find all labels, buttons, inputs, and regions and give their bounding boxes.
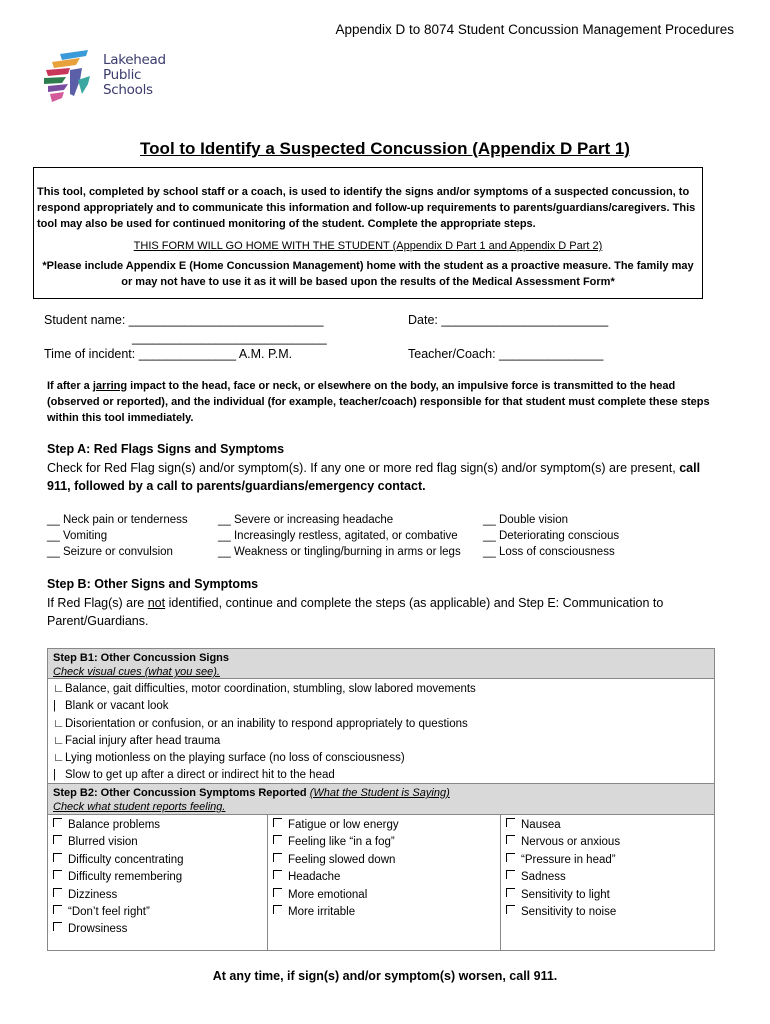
step-b1-list — [47, 679, 715, 783]
b2-item[interactable] — [506, 869, 709, 886]
b2-item[interactable] — [53, 834, 262, 851]
red-flag-item[interactable]: __ Deteriorating conscious — [483, 530, 620, 542]
checkbox-icon[interactable] — [273, 853, 282, 862]
red-flag-item[interactable]: __ Severe or increasing headache — [218, 514, 394, 526]
checkbox-icon[interactable] — [273, 835, 282, 844]
b1-item-label: Balance, gait difficulties, motor coordination, stumbling, slow labored movements — [65, 683, 476, 695]
b2-item-label: Dizziness — [68, 888, 118, 901]
b2-item[interactable] — [506, 834, 709, 851]
checkbox-icon[interactable] — [53, 888, 62, 897]
step-b-title: Step B: Other Signs and Symptoms — [47, 577, 259, 591]
b2-item-label: Sensitivity to light — [521, 888, 610, 901]
b2-column-3 — [500, 815, 714, 950]
step-b1-subtitle: Check visual cues (what you see). — [53, 666, 220, 678]
step-b2-header — [47, 783, 715, 815]
b2-item[interactable] — [273, 852, 495, 869]
checkbox-icon[interactable]: ∟ — [53, 752, 65, 765]
checkbox-icon[interactable] — [506, 853, 515, 862]
b2-item-label: “Pressure in head” — [521, 853, 616, 866]
b1-item-row[interactable] — [53, 698, 709, 715]
b2-item[interactable] — [273, 869, 495, 886]
b2-item-label: “Don’t feel right” — [68, 906, 150, 919]
b2-item-label: Difficulty concentrating — [68, 853, 184, 866]
checkbox-icon[interactable] — [273, 818, 282, 827]
jarring-instructions — [47, 378, 727, 426]
checkbox-icon[interactable] — [273, 905, 282, 914]
checkbox-icon[interactable] — [53, 905, 62, 914]
b1-item-row[interactable] — [53, 681, 709, 698]
date-field[interactable]: Date: ________________________ — [408, 313, 609, 327]
b2-item-label: Sadness — [521, 871, 566, 884]
b2-item[interactable] — [273, 904, 495, 921]
checkbox-icon[interactable] — [506, 905, 515, 914]
b2-item[interactable] — [273, 817, 495, 834]
step-b-body-after: identified, continue and complete the steps (as applicable) and Step E: Communication to Parent/Guardians. — [47, 596, 664, 628]
page-title: Tool to Identify a Suspected Concussion (Appendix D Part 1) — [140, 139, 630, 158]
b1-item-label: Facial injury after head trauma — [65, 734, 221, 747]
jarring-after: impact to the head, face or neck, or elsewhere on the body, an impulsive force is transmitted to the head (observed or reported), and the individual (for example, teacher/coach) responsible for that student must complete these steps within this tool immediately. — [47, 380, 710, 424]
checkbox-icon[interactable]: ∟ — [53, 717, 65, 730]
intro-text: This tool, completed by school staff or a coach, is used to identify the signs and/or symptoms of a suspected concussion, to respond appropriately and to communicate this information and follow-up requirements to parents/guardians/caregivers. This tool may also be used for continued monitoring of the student. Complete the appropriate steps. — [37, 186, 696, 230]
b2-item[interactable] — [506, 817, 709, 834]
step-b1-header — [47, 648, 715, 679]
home-notice: THIS FORM WILL GO HOME WITH THE STUDENT (Appendix D Part 1 and Appendix D Part 2) — [133, 240, 603, 252]
checkbox-icon[interactable] — [53, 870, 62, 879]
step-b2-title-italic: (What the Student is Saying) — [309, 787, 450, 799]
b2-item-label: More emotional — [288, 888, 368, 901]
step-a-body — [47, 459, 727, 495]
checkbox-icon[interactable] — [506, 818, 515, 827]
checkbox-icon[interactable]: | — [53, 769, 56, 782]
step-b-body-not: not — [147, 596, 166, 610]
red-flag-item[interactable]: __ Increasingly restless, agitated, or combative — [218, 530, 458, 542]
step-b1-title: Step B1: Other Concussion Signs — [53, 652, 230, 664]
jarring-before: If after a — [47, 380, 93, 392]
red-flag-item[interactable]: __ Vomiting — [47, 530, 108, 542]
red-flag-item[interactable]: __ Seizure or convulsion — [47, 546, 173, 558]
checkbox-icon[interactable] — [273, 870, 282, 879]
checkbox-icon[interactable] — [506, 888, 515, 897]
footer-warning: At any time, if sign(s) and/or symptom(s) worsen, call 911. — [212, 969, 558, 983]
b2-item[interactable] — [506, 887, 709, 904]
logo-line-3: Schools — [103, 82, 153, 98]
step-b-body-before: If Red Flag(s) are — [47, 596, 148, 610]
step-b2-grid — [47, 815, 715, 951]
checkbox-icon[interactable]: ∟ — [53, 683, 65, 695]
b2-item[interactable] — [506, 904, 709, 921]
b2-item-label: Feeling slowed down — [288, 853, 396, 866]
b2-item-label: Fatigue or low energy — [288, 819, 399, 831]
b2-item-label: Drowsiness — [68, 923, 128, 936]
red-flag-item[interactable]: __ Loss of consciousness — [483, 546, 615, 558]
red-flags-col-2 — [218, 512, 461, 560]
checkbox-icon[interactable] — [53, 818, 62, 827]
b2-item[interactable] — [53, 921, 262, 938]
checkbox-icon[interactable] — [53, 922, 62, 931]
b1-item-label: Disorientation or confusion, or an inability to respond appropriately to questions — [65, 717, 468, 730]
step-b-body — [47, 594, 727, 630]
step-a-body-text: Check for Red Flag sign(s) and/or symptom(s). If any one or more red flag sign(s) and/or symptom(s) are present, — [47, 461, 680, 475]
b2-item[interactable] — [53, 869, 262, 886]
checkbox-icon[interactable] — [506, 870, 515, 879]
checkbox-icon[interactable] — [53, 853, 62, 862]
b1-item-row[interactable] — [53, 750, 709, 767]
appendix-e-note: *Please include Appendix E (Home Concussion Management) home with the student as a proactive measure. The family may or may not have to use it as it will be based upon the results of the Medical Assessment Form* — [42, 260, 694, 288]
appendix-header-note: Appendix D to 8074 Student Concussion Management Procedures — [335, 22, 734, 37]
red-flags-col-1 — [47, 512, 188, 560]
b2-item-label: Difficulty remembering — [68, 871, 183, 884]
teacher-coach-field[interactable]: Teacher/Coach: _______________ — [408, 347, 604, 361]
b2-item[interactable] — [53, 852, 262, 869]
b2-item-label: Blurred vision — [68, 836, 138, 849]
lakehead-logo — [40, 50, 170, 110]
checkbox-icon[interactable] — [53, 835, 62, 844]
time-of-incident-field[interactable]: Time of incident: ______________ A.M. P.M. — [44, 347, 293, 361]
b2-item[interactable] — [53, 904, 262, 921]
logo-line-2: Public — [103, 67, 142, 83]
red-flags-col-3 — [483, 512, 619, 560]
b1-item-label: Lying motionless on the playing surface (no loss of consciousness) — [65, 752, 405, 765]
b2-item-label: Nervous or anxious — [521, 836, 621, 849]
b2-item-label: Feeling like “in a fog” — [288, 836, 395, 849]
b2-item[interactable] — [506, 852, 709, 869]
b1-item-row[interactable] — [53, 716, 709, 733]
step-b2-subtitle: Check what student reports feeling. — [53, 801, 226, 813]
step-b2-title-row — [53, 786, 709, 800]
student-name-field-line2[interactable]: ____________________________ — [132, 331, 327, 345]
b1-item-row[interactable] — [53, 733, 709, 750]
checkbox-icon[interactable] — [506, 835, 515, 844]
red-flag-item[interactable]: __ Double vision — [483, 514, 569, 526]
b1-item-label: Slow to get up after a direct or indirect hit to the head — [65, 769, 335, 782]
b2-item[interactable] — [273, 834, 495, 851]
step-a-title: Step A: Red Flags Signs and Symptoms — [47, 442, 285, 456]
jarring-word: jarring — [92, 380, 128, 392]
b2-column-2 — [267, 815, 500, 950]
b2-item-label: Headache — [288, 871, 341, 884]
b2-item-label: Sensitivity to noise — [521, 906, 617, 919]
logo-figures-icon — [40, 50, 102, 108]
checkbox-icon[interactable] — [273, 888, 282, 897]
b2-item[interactable] — [53, 817, 262, 834]
b2-item[interactable] — [53, 887, 262, 904]
b1-item-label: Blank or vacant look — [65, 700, 169, 713]
red-flag-item[interactable]: __ Neck pain or tenderness — [47, 514, 188, 526]
checkbox-icon[interactable]: | — [53, 700, 56, 713]
b2-item[interactable] — [273, 887, 495, 904]
b2-item-label: Balance problems — [68, 819, 161, 831]
red-flag-item[interactable]: __ Weakness or tingling/burning in arms or legs — [218, 546, 461, 558]
student-name-field[interactable]: Student name: ____________________________ — [44, 313, 324, 327]
intro-box — [33, 167, 703, 299]
step-b2-title: Step B2: Other Concussion Symptoms Reported — [53, 787, 307, 799]
b2-column-1 — [48, 815, 267, 950]
b2-item-label: More irritable — [288, 906, 356, 919]
step-a-body-bold: call 911, followed by a call to parents/guardians/emergency contact. — [47, 461, 701, 493]
checkbox-icon[interactable]: ∟ — [53, 734, 65, 747]
logo-line-1: Lakehead — [103, 52, 166, 68]
b2-item-label: Nausea — [521, 819, 561, 831]
b1-item-row[interactable] — [53, 767, 709, 783]
